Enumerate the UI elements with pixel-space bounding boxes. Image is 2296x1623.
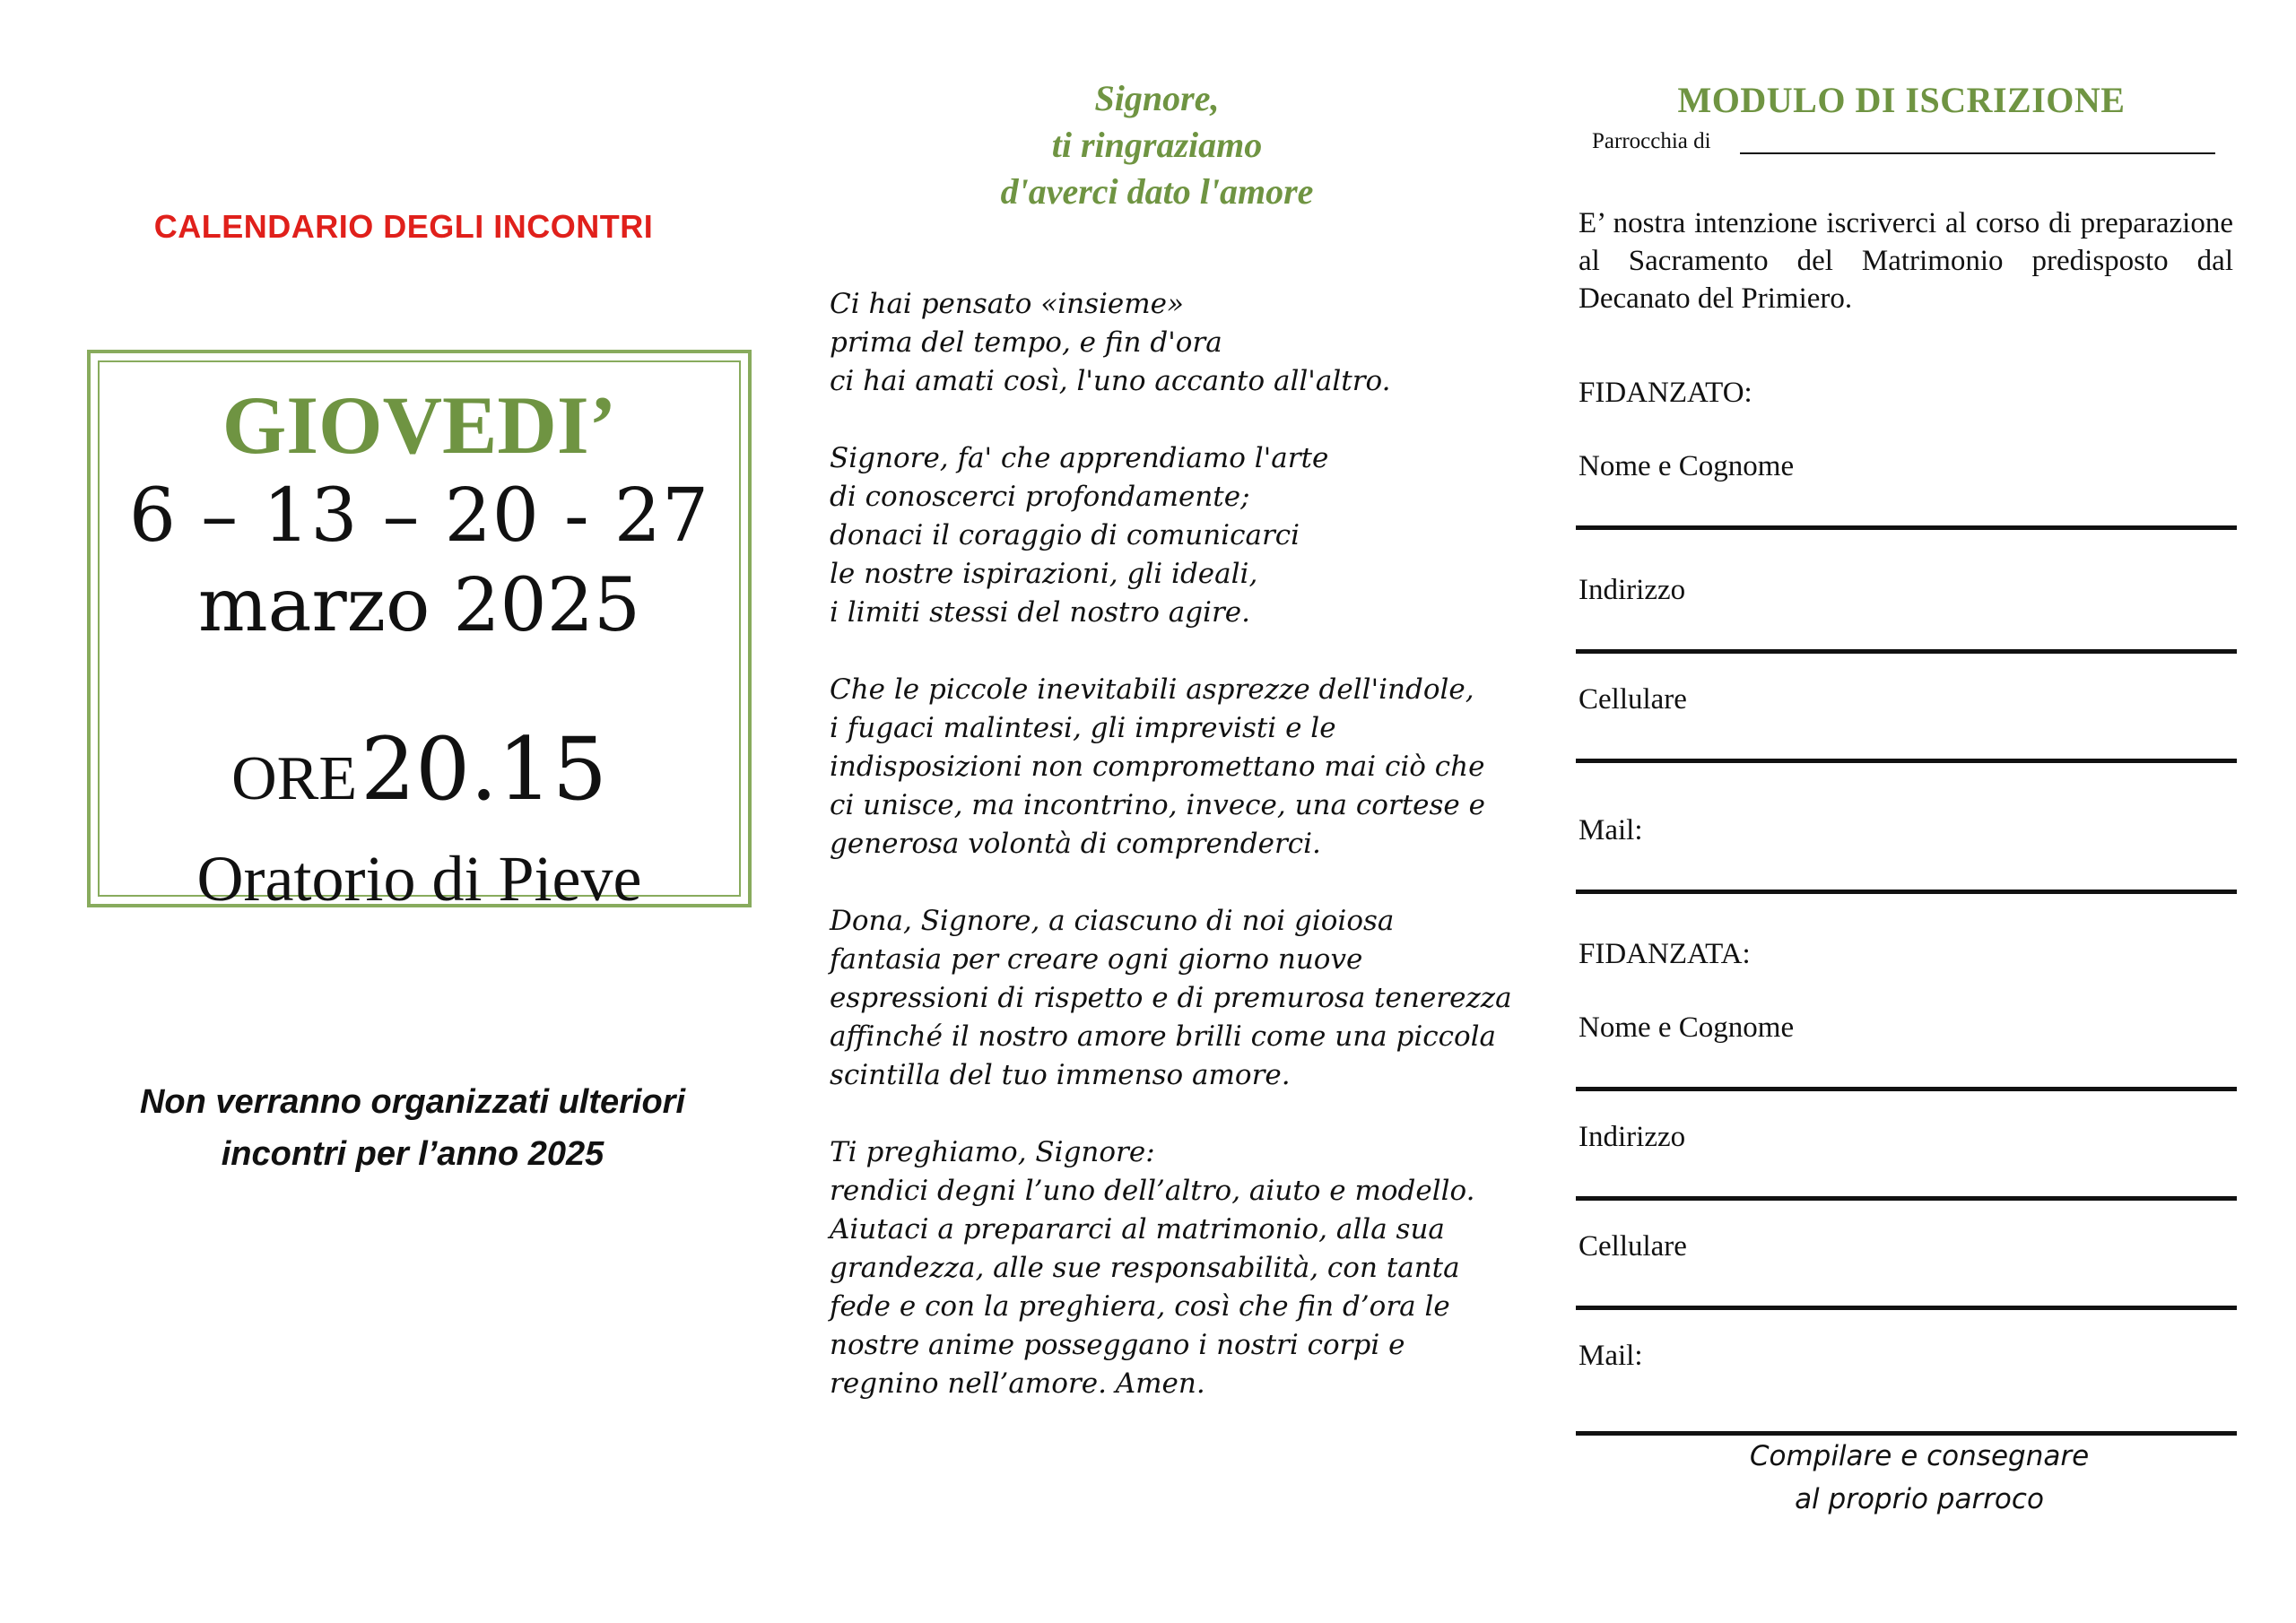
bride-name-label: Nome e Cognome [1578, 1011, 1795, 1044]
date-box [87, 350, 752, 915]
date-box-inner [98, 360, 741, 915]
prayer-line: di conoscerci profondamente; [830, 481, 1250, 513]
groom-address-line[interactable] [1576, 649, 2237, 654]
prayer-line: donaci il coraggio di comunicarci [830, 519, 1300, 551]
prayer-line: espressioni di rispetto e di premurosa tenerezza [830, 982, 1512, 1014]
bride-address-line[interactable] [1576, 1196, 2237, 1201]
footer-line-2: al proprio parroco [1795, 1483, 2044, 1515]
parish-label: Parrocchia di [1592, 129, 1711, 153]
prayer-title-line-3: d'averci dato l'amore [1000, 171, 1314, 212]
footer-line-1: Compilare e consegnare [1749, 1440, 2090, 1472]
prayer-line: grandezza, alle sue responsabilità, con tanta [830, 1252, 1460, 1284]
prayer-line: Dona, Signore, a ciascuno di noi gioiosa [830, 905, 1395, 937]
prayer-line: regnino nell’amore. Amen. [830, 1367, 1205, 1400]
prayer-line: Aiutaci a prepararci al matrimonio, alla sua [830, 1213, 1445, 1245]
prayer-text [830, 285, 1511, 1403]
prayer-line: Che le piccole inevitabili asprezze dell'indole, [830, 673, 1474, 706]
prayer-stanza [830, 1133, 1511, 1403]
prayer-line: prima del tempo, e fin d'ora [830, 326, 1222, 359]
prayer-line: Signore, fa' che apprendiamo l'arte [830, 442, 1329, 474]
prayer-stanza [830, 902, 1511, 1095]
prayer-line: affinché il nostro amore brilli come una piccola [830, 1020, 1497, 1053]
prayer-line: ci hai amati così, l'uno accanto all'altro. [830, 365, 1391, 397]
prayer-line: fantasia per creare ogni giorno nuove [830, 943, 1363, 976]
groom-phone-line[interactable] [1576, 759, 2237, 763]
form-footer-note [1650, 1435, 2188, 1521]
note-line-1: Non verranno organizzati ulteriori [139, 1083, 686, 1121]
prayer-line: le nostre ispirazioni, gli ideali, [830, 558, 1258, 590]
prayer-stanza [830, 671, 1511, 864]
groom-phone-label: Cellulare [1578, 683, 1687, 716]
meeting-place: Oratorio di Pieve [196, 843, 642, 915]
prayer-line: scintilla del tuo immenso amore. [830, 1059, 1291, 1091]
meeting-dates: 6 – 13 – 20 - 27 [128, 473, 710, 559]
prayer-line: ci unisce, ma incontrino, invece, una cortese e [830, 789, 1485, 821]
groom-mail-line[interactable] [1576, 890, 2237, 894]
bride-phone-label: Cellulare [1578, 1230, 1687, 1263]
bride-heading: FIDANZATA: [1578, 938, 1751, 970]
prayer-line: i fugaci malintesi, gli imprevisti e le [830, 712, 1336, 744]
prayer-title [888, 75, 1426, 215]
prayer-stanza [830, 285, 1511, 401]
prayer-line: fede e con la preghiera, così che fin d’ora le [830, 1290, 1450, 1323]
bride-mail-label: Mail: [1578, 1340, 1643, 1372]
groom-name-line[interactable] [1576, 525, 2237, 530]
prayer-title-line-1: Signore, [1094, 78, 1220, 118]
prayer-line: indisposizioni non compromettano mai ciò che [830, 751, 1485, 783]
bride-phone-line[interactable] [1576, 1306, 2237, 1310]
meeting-time: 20.15 [361, 719, 607, 820]
intent-text: E’ nostra intenzione iscriverci al corso di preparazione al Sacramento del Matrimonio predisposto dal Decanato del Primiero. [1578, 207, 2233, 315]
bride-address-label: Indirizzo [1578, 1121, 1686, 1153]
groom-address-label: Indirizzo [1578, 574, 1686, 606]
meeting-time-row [100, 719, 739, 840]
groom-heading: FIDANZATO: [1578, 377, 1752, 409]
prayer-line: i limiti stessi del nostro agire. [830, 596, 1250, 629]
groom-mail-label: Mail: [1578, 814, 1643, 846]
prayer-line: rendici degni l’uno dell’altro, aiuto e modello. [830, 1175, 1475, 1207]
prayer-line: nostre anime posseggano i nostri corpi e [830, 1329, 1405, 1361]
note-line-2: incontri per l’anno 2025 [221, 1135, 604, 1173]
time-prefix: ORE [231, 744, 358, 813]
calendar-title: CALENDARIO DEGLI INCONTRI [153, 208, 654, 245]
prayer-line: Ci hai pensato «insieme» [830, 288, 1184, 320]
form-title: MODULO DI ISCRIZIONE [1677, 80, 2126, 120]
prayer-line: generosa volontà di comprenderci. [830, 828, 1321, 860]
meeting-day: GIOVEDI’ [222, 379, 617, 471]
no-further-meetings-note [90, 1076, 735, 1180]
parish-input-line[interactable] [1740, 152, 2215, 154]
prayer-line: Ti preghiamo, Signore: [830, 1136, 1155, 1168]
groom-name-label: Nome e Cognome [1578, 450, 1795, 482]
meeting-month-year: marzo 2025 [197, 563, 641, 648]
prayer-title-line-2: ti ringraziamo [1051, 125, 1263, 165]
prayer-stanza [830, 439, 1511, 632]
bride-name-line[interactable] [1576, 1087, 2237, 1091]
